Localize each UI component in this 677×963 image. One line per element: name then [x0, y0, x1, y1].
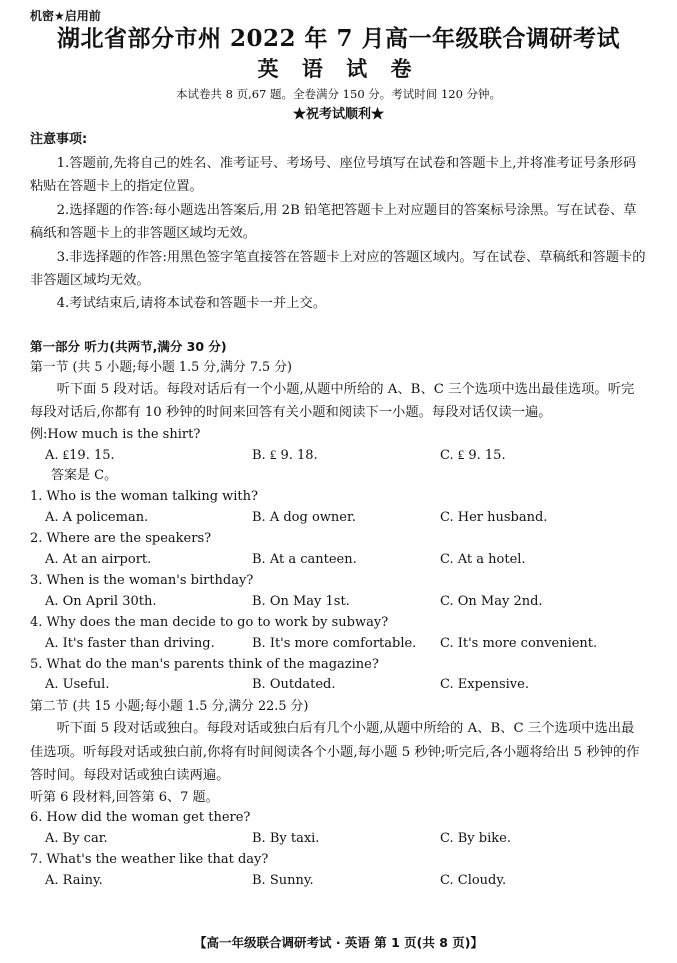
exam-title: 湖北省部分市州 2022 年 7 月高一年级联合调研考试	[56, 25, 621, 52]
option-a: A. It's faster than driving.	[45, 635, 215, 651]
exam-subtitle: 英 语 试 卷	[257, 56, 420, 81]
question-options	[30, 871, 647, 892]
material-note: 听第 6 段材料,回答第 6、7 题。	[30, 789, 219, 805]
notice-item: 2.选择题的作答:每小题选出答案后,用 2B 铅笔把答题卡上对应题目的答案标号涂黑。写在试卷、草稿纸和答题卡上的非答题区域均无效。	[30, 202, 637, 242]
question-options	[30, 829, 647, 850]
question-options	[30, 592, 647, 613]
section1-heading: 第一节 (共 5 小题;每小题 1.5 分,满分 7.5 分)	[30, 359, 293, 375]
example-options	[30, 446, 647, 467]
confidential-label: 机密★启用前	[30, 9, 101, 23]
notice-item: 4.考试结束后,请将本试卷和答题卡一并上交。	[56, 296, 327, 312]
option-c: C. On May 2nd.	[440, 593, 543, 609]
notice-item: 3.非选择题的作答:用黑色签字笔直接答在答题卡上对应的答题区域内。写在试卷、草稿纸和答题卡的非答题区域均无效。	[30, 249, 646, 289]
option-a: A. By car.	[45, 831, 108, 847]
option-c: C. ₤ 9. 15.	[440, 447, 506, 463]
question-text: 5. What do the man's parents think of the magazine?	[30, 656, 379, 672]
example-answer: 答案是 C。	[51, 468, 118, 484]
option-c: C. Her husband.	[440, 510, 548, 526]
question-text: 2. Where are the speakers?	[30, 531, 212, 547]
option-b: B. On May 1st.	[252, 593, 350, 609]
option-a: A. On April 30th.	[45, 593, 157, 609]
question-options	[30, 634, 647, 655]
option-b: B. Outdated.	[252, 677, 336, 693]
option-b: B. A dog owner.	[252, 510, 356, 526]
section1-instruction: 听下面 5 段对话。每段对话后有一个小题,从题中所给的 A、B、C 三个选项中选出最佳选项。听完每段对话后,你都有 10 秒钟的时间来回答有关小题和阅读下一小题。每段对话仅读一遍。	[30, 381, 635, 421]
option-c: C. Cloudy.	[440, 873, 507, 889]
page-footer: 【高一年级联合调研考试 · 英语 第 1 页(共 8 页)】	[193, 935, 484, 950]
question-text: 7. What's the weather like that day?	[30, 852, 269, 868]
option-c: C. At a hotel.	[440, 552, 526, 568]
option-b: B. ₤ 9. 18.	[252, 447, 318, 463]
notice-heading: 注意事项:	[30, 132, 88, 147]
notice-item: 1.答题前,先将自己的姓名、准考证号、考场号、座位号填写在试卷和答题卡上,并将准考证号条形码粘贴在答题卡上的指定位置。	[30, 156, 637, 195]
option-c: C. Expensive.	[440, 677, 529, 693]
question-text: 1. Who is the woman talking with?	[30, 489, 258, 505]
good-luck-banner: ★祝考试顺利★	[292, 107, 384, 122]
spacer	[30, 316, 647, 336]
option-a: A. ₤19. 15.	[45, 447, 115, 463]
part1-heading: 第一部分 听力(共两节,满分 30 分)	[30, 338, 227, 354]
question-text: 3. When is the woman's birthday?	[30, 572, 254, 588]
option-a: A. A policeman.	[45, 510, 149, 526]
option-a: A. Rainy.	[45, 873, 103, 889]
option-b: B. By taxi.	[252, 831, 320, 847]
question-options	[30, 508, 647, 529]
option-b: B. Sunny.	[252, 873, 314, 889]
question-options	[30, 550, 647, 571]
option-b: B. At a canteen.	[252, 552, 357, 568]
option-c: C. By bike.	[440, 831, 511, 847]
example-question: 例:How much is the shirt?	[30, 426, 201, 442]
question-text: 6. How did the woman get there?	[30, 810, 251, 826]
option-b: B. It's more comfortable.	[252, 635, 417, 651]
question-options	[30, 675, 647, 696]
option-a: A. At an airport.	[45, 552, 152, 568]
section2-instruction: 听下面 5 段对话或独白。每段对话或独白后有几个小题,从题中所给的 A、B、C 三个选项中选出最佳选项。听每段对话或独白前,你将有时间阅读各个小题,每小题 5 秒钟;听完后,各小题将给出 5 秒钟的作答时间。每段对话或独白读两遍。	[30, 721, 640, 784]
option-a: A. Useful.	[45, 677, 110, 693]
option-c: C. It's more convenient.	[440, 635, 598, 651]
question-text: 4. Why does the man decide to go to work by subway?	[30, 614, 389, 630]
section2-heading: 第二节 (共 15 小题;每小题 1.5 分,满分 22.5 分)	[30, 699, 309, 715]
exam-info: 本试卷共 8 页,67 题。全卷满分 150 分。考试时间 120 分钟。	[175, 87, 502, 101]
